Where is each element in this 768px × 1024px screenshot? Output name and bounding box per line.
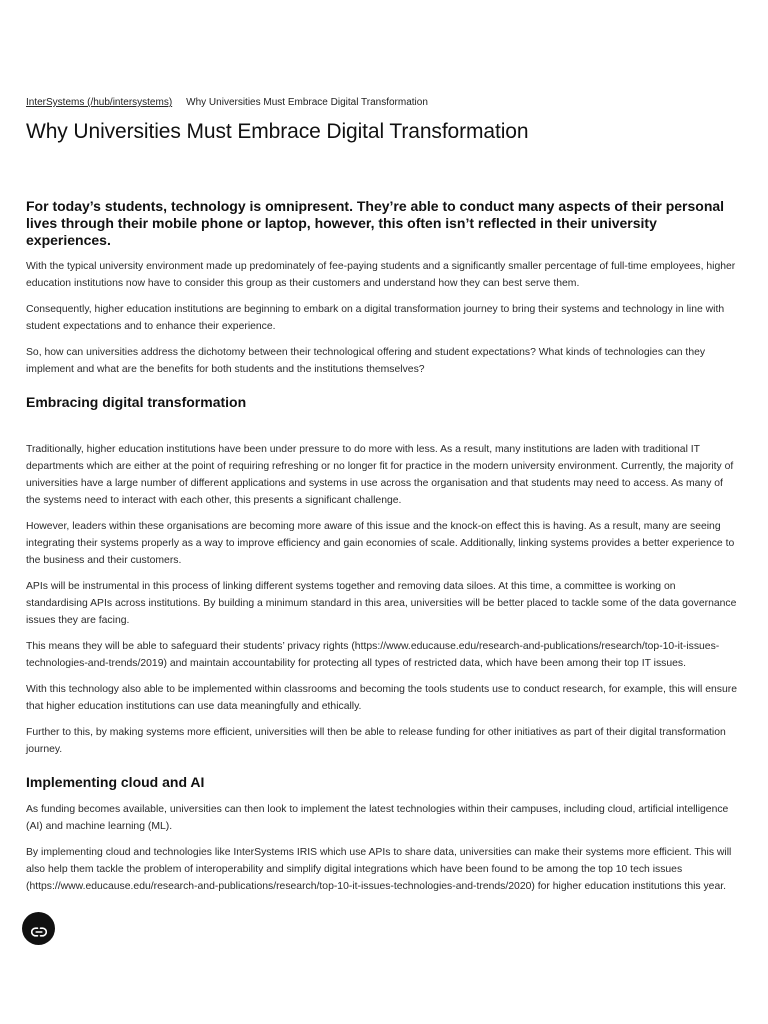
- section-heading-cloud-ai: Implementing cloud and AI: [26, 774, 205, 790]
- breadcrumb-current: Why Universities Must Embrace Digital Transformation: [186, 97, 428, 108]
- article-page: [26, 96, 738, 895]
- breadcrumb: [26, 96, 738, 110]
- page-title: Why Universities Must Embrace Digital Transformation: [26, 120, 529, 143]
- intro-paragraph: With the typical university environment made up predominately of fee-paying students and a significantly smaller percentage of full-time employees, higher education institutions now have to consider this group as their customers and understand how they can best serve them.: [26, 261, 736, 289]
- section-paragraph: By implementing cloud and technologies like InterSystems IRIS which use APIs to share data, universities can make their systems more efficient. This will also help them tackle the problem of interoperability and simplify digital integrations which have been found to be among the top 10 tech issues (https://www.educause.edu/research-and-publications/research/top-10-it-issues-technologies-and-trends/2020) for higher education institutions this year.: [26, 847, 732, 892]
- intro-paragraph: Consequently, higher education institutions are beginning to embark on a digital transformation journey to bring their systems and technology in line with student expectations and to enhance their experience.: [26, 304, 725, 332]
- section-paragraph: Further to this, by making systems more efficient, universities will then be able to release funding for other initiatives as part of their digital transformation journey.: [26, 727, 726, 755]
- section-heading-embracing: Embracing digital transformation: [26, 394, 247, 410]
- intro-paragraph: So, how can universities address the dichotomy between their technological offering and student expectations? What kinds of technologies can they implement and what are the benefits for both students and the institutions themselves?: [26, 347, 706, 375]
- breadcrumb-link-intersystems[interactable]: InterSystems (/hub/intersystems): [26, 97, 173, 108]
- floating-link-button[interactable]: [22, 912, 55, 945]
- section-paragraph: APIs will be instrumental in this process of linking different systems together and removing data siloes. At this time, a committee is working on standardising APIs across institutions. By building a minimum standard in this area, universities will be better placed to tackle some of the data governance issues they are facing.: [26, 581, 737, 626]
- section-paragraph: With this technology also able to be implemented within classrooms and becoming the tools students use to conduct research, for example, this will ensure that higher education institutions can use data meaningfully and ethically.: [26, 684, 737, 712]
- link-icon: [31, 924, 47, 934]
- article-lead: For today’s students, technology is omnipresent. They’re able to conduct many aspects of their personal lives through their mobile phone or laptop, however, this often isn’t reflected in their university experiences.: [26, 198, 725, 248]
- section-paragraph: This means they will be able to safeguard their students’ privacy rights (https://www.educause.edu/research-and-publications/research/top-10-it-issues-technologies-and-trends/2019) and maintain accountability for protecting all types of restricted data, which have been among their top IT issues.: [26, 641, 720, 669]
- section-paragraph: Traditionally, higher education institutions have been under pressure to do more with less. As a result, many institutions are laden with traditional IT departments which are either at the point of requiring refreshing or no longer fit for practice in the modern university environment. Currently, the majority of universities have a large number of different applications and systems in use across the organisation and that students may need to access. As many of the systems need to interact with each other, this presents a significant challenge.: [26, 444, 734, 506]
- section-paragraph: However, leaders within these organisations are becoming more aware of this issue and the knock-on effect this is having. As a result, many are seeing integrating their systems properly as a way to improve efficiency and gain economies of scale. Additionally, linking systems provides a better experience to the business and their customers.: [26, 521, 735, 566]
- section-paragraph: As funding becomes available, universities can then look to implement the latest technologies within their campuses, including cloud, artificial intelligence (AI) and machine learning (ML).: [26, 804, 729, 832]
